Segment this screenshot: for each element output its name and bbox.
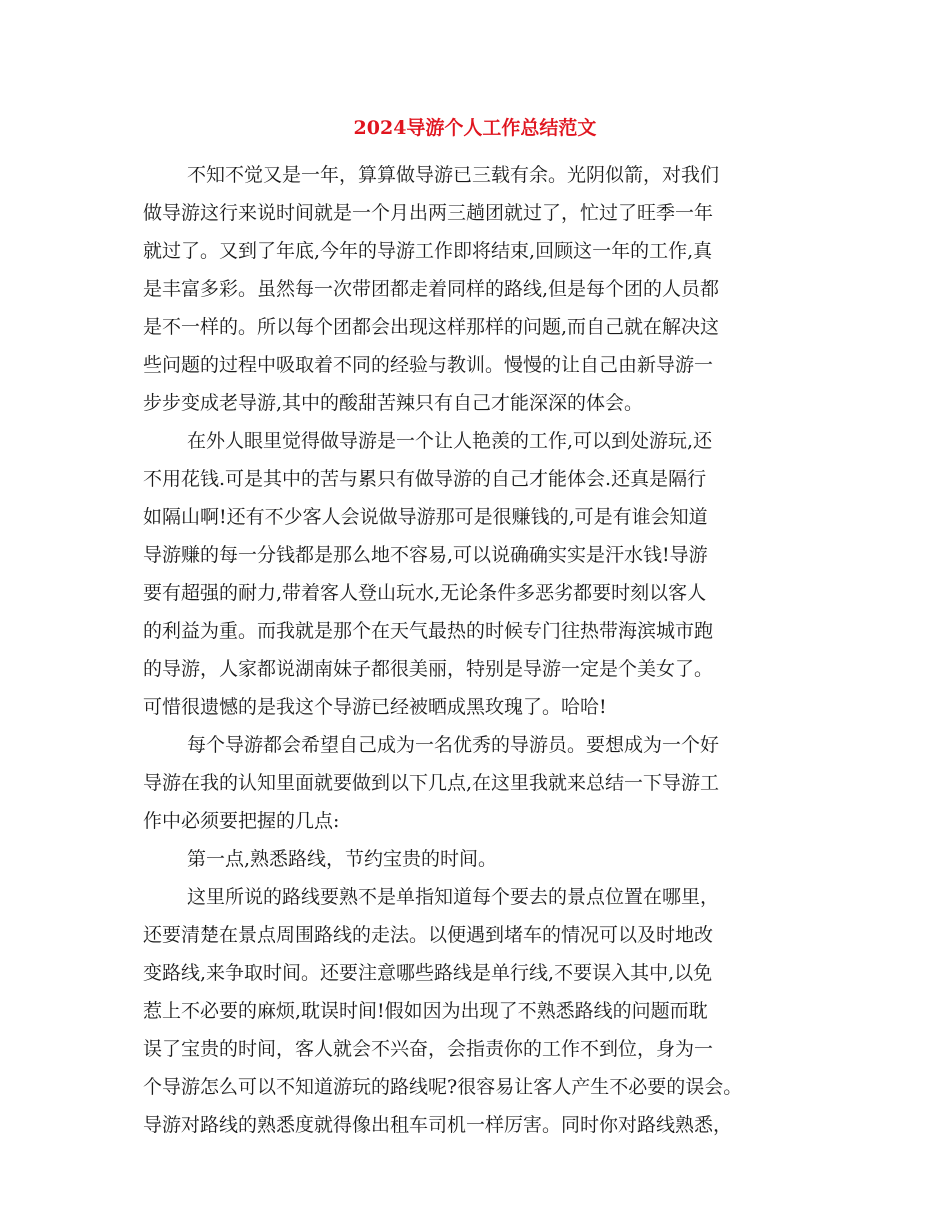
paragraph-line: 个导游怎么可以不知道游玩的路线呢?很容易让客人产生不必要的误会。 xyxy=(143,1076,743,1098)
paragraph-line: 是不一样的。所以每个团都会出现这样那样的问题,而自己就在解决这 xyxy=(143,316,720,338)
paragraph-line: 的利益为重。而我就是那个在天气最热的时候专门往热带海滨城市跑 xyxy=(143,620,714,642)
paragraph-line: 是丰富多彩。虽然每一次带团都走着同样的路线,但是每个团的人员都 xyxy=(143,278,720,300)
document-title: 2024导游个人工作总结范文 xyxy=(353,117,597,139)
paragraph-line: 误了宝贵的时间，客人就会不兴奋，会指责你的工作不到位，身为一 xyxy=(143,1038,714,1060)
paragraph-line: 导游赚的每一分钱都是那么地不容易,可以说确确实实是汗水钱!导游 xyxy=(143,544,708,566)
document-body xyxy=(143,156,833,1144)
paragraph-first-line: 这里所说的路线要熟不是单指知道每个要去的景点位置在哪里， xyxy=(187,886,720,908)
paragraph-line: 导游对路线的熟悉度就得像出租车司机一样厉害。同时你对路线熟悉， xyxy=(143,1114,733,1136)
paragraph-line: 作中必须要把握的几点: xyxy=(143,810,340,832)
paragraph-line: 不用花钱.可是其中的苦与累只有做导游的自己才能体会.还真是隔行 xyxy=(143,468,707,490)
paragraph-first-line: 每个导游都会希望自己成为一名优秀的导游员。要想成为一个好 xyxy=(187,734,720,756)
paragraph-first-line: 不知不觉又是一年，算算做导游已三载有余。光阴似箭，对我们 xyxy=(187,164,720,186)
paragraph-line: 些问题的过程中吸取着不同的经验与教训。慢慢的让自己由新导游一 xyxy=(143,354,714,376)
paragraph-first-line: 第一点,熟悉路线，节约宝贵的时间。 xyxy=(187,848,498,870)
paragraph-first-line: 在外人眼里觉得做导游是一个让人艳羡的工作,可以到处游玩,还 xyxy=(187,430,713,452)
paragraph-line: 惹上不必要的麻烦,耽误时间!假如因为出现了不熟悉路线的问题而耽 xyxy=(143,1000,708,1022)
paragraph-line: 步步变成老导游,其中的酸甜苦辣只有自己才能深深的体会。 xyxy=(143,392,644,414)
paragraph-line: 的导游，人家都说湖南妹子都很美丽，特别是导游一定是个美女了。 xyxy=(143,658,714,680)
paragraph-line: 要有超强的耐力,带着客人登山玩水,无论条件多恶劣都要时刻以客人 xyxy=(143,582,707,604)
paragraph-line: 可惜很遗憾的是我这个导游已经被晒成黑玫瑰了。哈哈! xyxy=(143,696,607,718)
paragraph-line: 变路线,来争取时间。还要注意哪些路线是单行线,不要误入其中,以免 xyxy=(143,962,713,984)
paragraph-line: 如隔山啊!还有不少客人会说做导游那可是很赚钱的,可是有谁会知道 xyxy=(143,506,708,528)
paragraph-line: 就过了。又到了年底,今年的导游工作即将结束,回顾这一年的工作,真 xyxy=(143,240,713,262)
paragraph-line: 做导游这行来说时间就是一个月出两三趟团就过了，忙过了旺季一年 xyxy=(143,202,714,224)
paragraph-line: 导游在我的认知里面就要做到以下几点,在这里我就来总结一下导游工 xyxy=(143,772,720,794)
paragraph-line: 还要清楚在景点周围路线的走法。以便遇到堵车的情况可以及时地改 xyxy=(143,924,714,946)
